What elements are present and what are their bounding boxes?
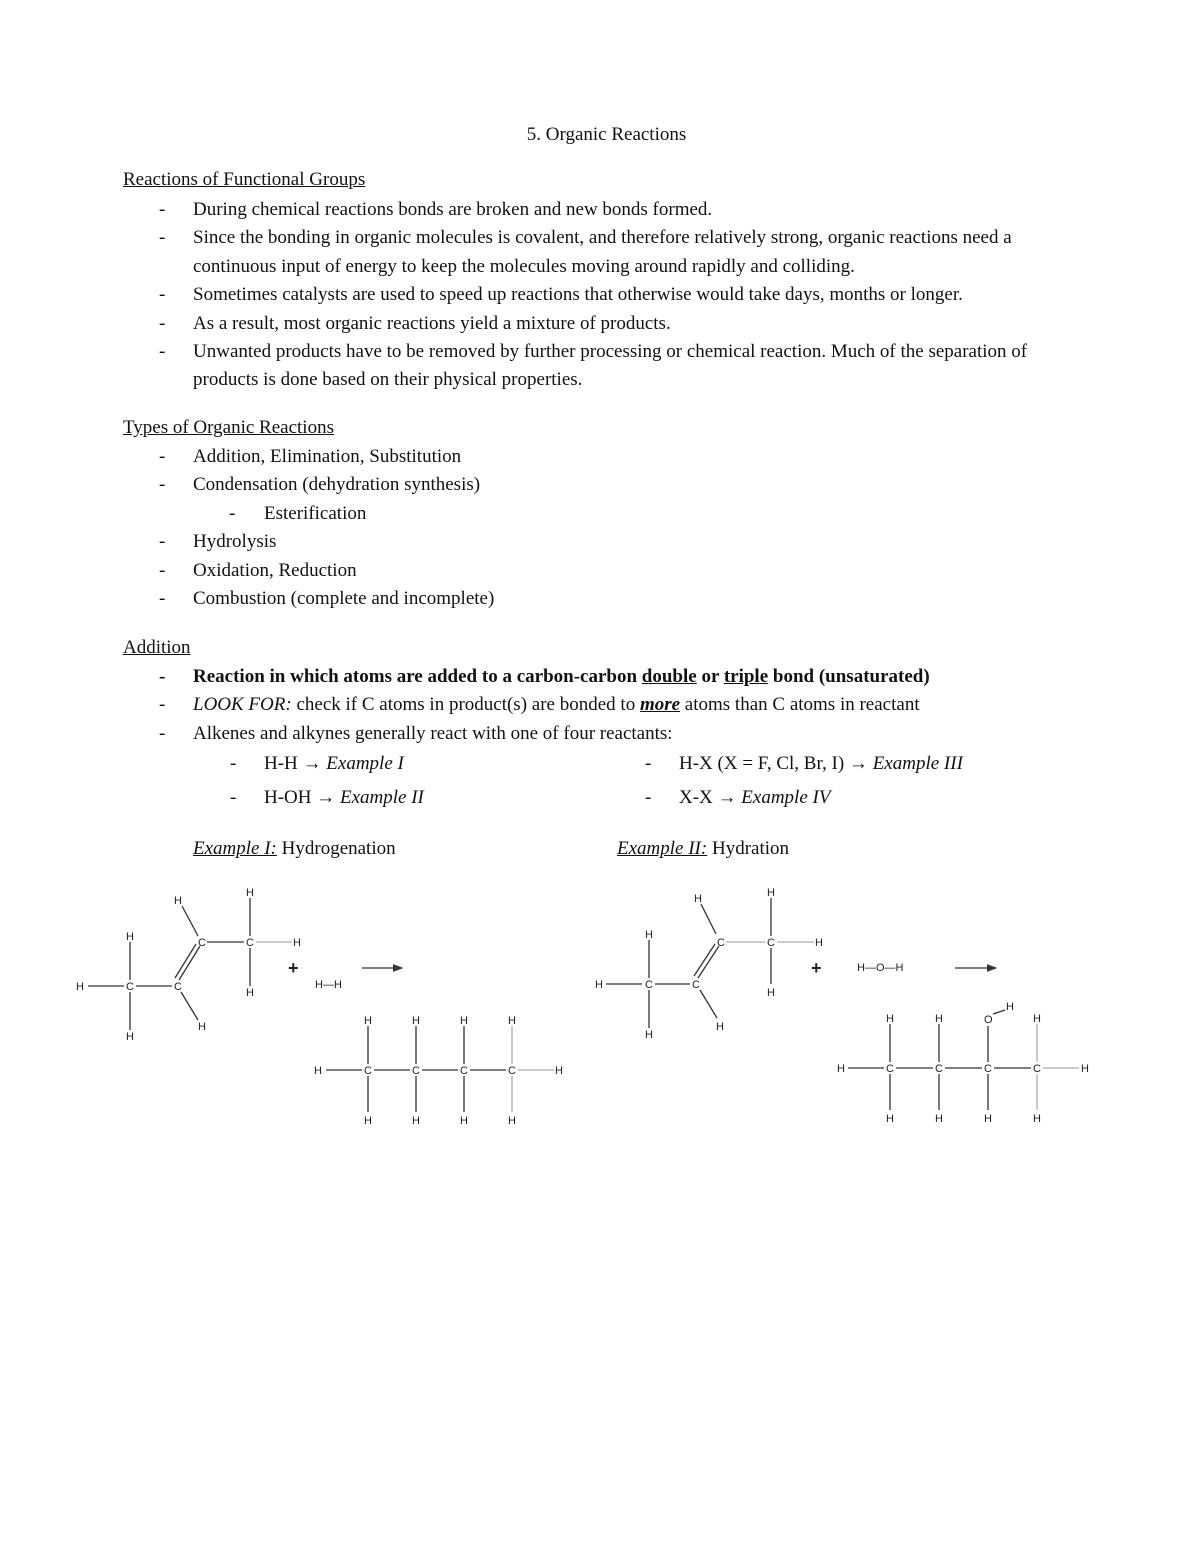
text: H-X (X = F, Cl, Br, I) → [679,753,868,774]
list-item: - Condensation (dehydration synthesis) [123,471,1083,499]
butane-structure [314,1015,563,1127]
list-item: - Sometimes catalysts are used to speed up reactions that otherwise would take days, months or longer. [123,281,1083,309]
text: Example I [326,753,404,774]
atom-h: H [364,1015,372,1027]
text: H-OH → [264,787,336,808]
text: Example II [340,787,424,808]
atom-c: C [126,981,134,993]
atom-h: H [174,895,182,907]
atom-h: H [412,1015,420,1027]
text: Hydration [711,838,790,859]
water-molecule: H—O—H [857,962,904,974]
list-item: - Hydrolysis [123,528,1083,556]
heading-addition: Addition [123,637,191,658]
atom-o: O [984,1014,993,1026]
atom-c: C [984,1063,992,1075]
plus-sign: + [811,958,822,978]
emphasis-triple: triple [723,666,769,687]
atom-h: H [412,1115,420,1127]
text: Example I: [193,838,277,859]
atom-c: C [364,1065,372,1077]
atom-h: H [364,1115,372,1127]
butanol-structure [837,1001,1089,1125]
list-item: - As a result, most organic reactions yield a mixture of products. [123,310,1083,338]
page-title: 5. Organic Reactions [526,124,687,145]
list-item: - Combustion (complete and incomplete) [123,585,1083,613]
atom-h: H [460,1115,468,1127]
list-item: - Alkenes and alkynes generally react with one of four reactants: [123,720,1083,748]
atom-h: H [508,1115,516,1127]
atom-h: H [555,1065,563,1077]
text: H-H → [264,753,322,774]
butene-structure-2 [595,887,823,1041]
emphasis-double: double [641,666,697,687]
atom-h: H [984,1113,992,1125]
atom-h: H [886,1013,894,1025]
text: atoms than C atoms in reactant [680,694,920,716]
atom-h: H [645,929,653,941]
text: Example IV [741,787,831,808]
text: or [696,666,724,687]
atom-c: C [246,937,254,949]
atom-c: C [886,1063,894,1075]
atom-c: C [508,1065,516,1077]
atom-h: H [293,937,301,949]
atom-h: H [1033,1013,1041,1025]
atom-h: H [645,1029,653,1041]
atom-h: H [886,1113,894,1125]
atom-h: H [1081,1063,1089,1075]
atom-c: C [692,979,700,991]
atom-c: C [174,981,182,993]
list-item: - Addition, Elimination, Substitution [123,443,1083,471]
atom-h: H [76,981,84,993]
atom-h: H [246,987,254,999]
atom-h: H [508,1015,516,1027]
text: Example III [872,753,963,774]
atom-h: H [767,887,775,899]
atom-h: H [460,1015,468,1027]
atom-h: H [1033,1113,1041,1125]
atom-h: H [694,893,702,905]
atom-h: H [1006,1001,1014,1013]
text: check if C atoms in product(s) are bonded to [291,694,640,716]
butene-structure [76,887,301,1043]
text: Reaction in which atoms are added to a carbon-carbon [193,666,642,687]
atom-h: H [935,1013,943,1025]
atom-h: H [716,1021,724,1033]
atom-c: C [412,1065,420,1077]
list-item: - Oxidation, Reduction [123,557,1083,585]
atom-c: C [717,937,725,949]
atom-h: H [935,1113,943,1125]
plus-sign: + [288,958,299,978]
atom-h: H [815,937,823,949]
atom-c: C [198,937,206,949]
atom-c: C [1033,1063,1041,1075]
text: X-X → [679,787,737,808]
heading-types-of-reactions: Types of Organic Reactions [123,417,334,438]
hydrogen-molecule: H—H [315,979,342,991]
atom-c: C [935,1063,943,1075]
atom-h: H [246,887,254,899]
look-for-label: LOOK FOR: [193,694,292,716]
atom-c: C [460,1065,468,1077]
list-item: - During chemical reactions bonds are broken and new bonds formed. [123,196,1083,224]
list-item: - Unwanted products have to be removed by further processing or chemical reaction. Much of the separation of products is done based on their physical properties. [123,338,1083,395]
atom-c: C [645,979,653,991]
atom-c: C [767,937,775,949]
atom-h: H [595,979,603,991]
text: bond (unsaturated) [768,666,930,687]
text: Example II: [617,838,708,859]
list-subitem: - Esterification [123,500,1083,528]
atom-h: H [198,1021,206,1033]
atom-h: H [126,931,134,943]
emphasis-more: more [639,694,681,716]
heading-functional-groups: Reactions of Functional Groups [123,169,366,190]
text: Hydrogenation [281,838,396,859]
atom-h: H [767,987,775,999]
atom-h: H [314,1065,322,1077]
list-item: - Since the bonding in organic molecules is covalent, and therefore relatively strong, organic reactions need a continuous input of energy to keep the molecules moving around rapidly and colliding. [123,224,1083,281]
atom-h: H [126,1031,134,1043]
atom-h: H [837,1063,845,1075]
